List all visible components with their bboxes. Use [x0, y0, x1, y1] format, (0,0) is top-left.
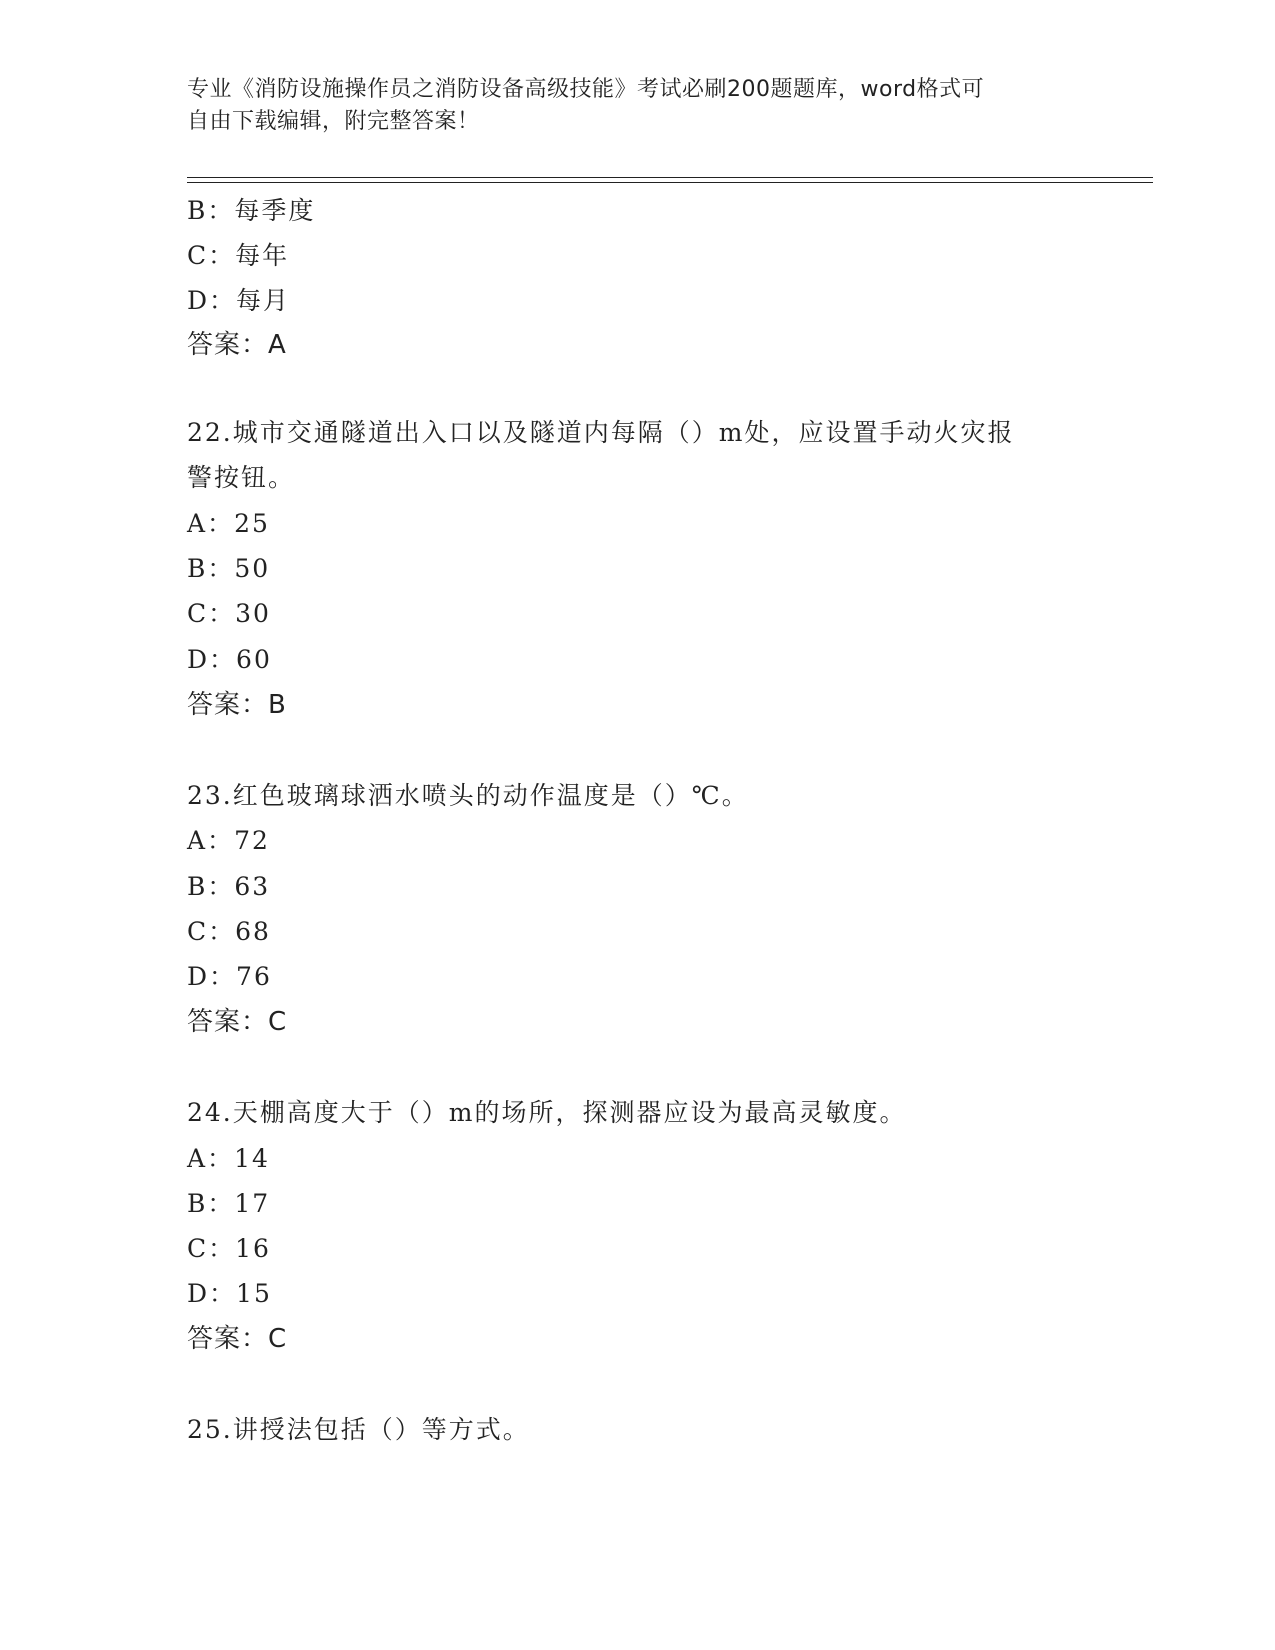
- option-label: D：: [187, 645, 237, 674]
- option-label: D：: [187, 1279, 237, 1308]
- q24-answer: [187, 1324, 287, 1354]
- option-label: B：: [187, 196, 235, 225]
- q23-option-d: [187, 962, 272, 992]
- option-label: A：: [187, 1144, 235, 1173]
- option-text: 76: [236, 962, 272, 991]
- option-label: A：: [187, 826, 235, 855]
- answer-label: 答案：: [187, 1007, 269, 1037]
- answer-value: C: [268, 1007, 288, 1037]
- option-label: C：: [187, 1234, 236, 1263]
- option-text: 每季度: [234, 196, 316, 225]
- option-label: C：: [187, 599, 236, 628]
- q22-answer: [187, 690, 287, 720]
- answer-label: 答案：: [187, 690, 269, 720]
- option-text: 72: [234, 826, 270, 855]
- q22-option-b: [187, 554, 270, 584]
- q24-option-a: [187, 1144, 270, 1174]
- q24-option-c: [187, 1234, 271, 1264]
- option-label: B：: [187, 1189, 235, 1218]
- q23-answer: [187, 1007, 287, 1037]
- q23-stem: 23.红色玻璃球洒水喷头的动作温度是（）℃。: [187, 781, 749, 810]
- q22-stem-line-2: 警按钮。: [187, 463, 296, 492]
- option-text: 16: [235, 1234, 271, 1263]
- q22-option-d: [187, 645, 272, 675]
- option-text: 30: [235, 599, 271, 628]
- answer-label: 答案：: [187, 1324, 269, 1354]
- q24-stem: 24.天棚高度大于（）m的场所，探测器应设为最高灵敏度。: [187, 1098, 907, 1127]
- answer-value: C: [268, 1324, 288, 1354]
- q24-option-d: [187, 1279, 272, 1309]
- option-text: 50: [234, 554, 271, 583]
- option-text: 60: [236, 645, 272, 674]
- answer-value: A: [268, 330, 287, 360]
- option-text: 63: [234, 872, 271, 901]
- q23-option-a: [187, 826, 270, 856]
- option-label: D：: [187, 962, 237, 991]
- option-label: B：: [187, 872, 235, 901]
- option-label: C：: [187, 917, 236, 946]
- q21-option-d: [187, 286, 290, 316]
- q21-answer: [187, 330, 287, 360]
- q22-option-a: [187, 509, 270, 539]
- header-divider-bottom: [187, 182, 1153, 183]
- option-text: 每月: [236, 286, 291, 315]
- answer-value: B: [268, 690, 287, 720]
- option-label: C：: [187, 241, 236, 270]
- option-text: 25: [234, 509, 270, 538]
- q22-option-c: [187, 599, 271, 629]
- q25-stem: 25.讲授法包括（）等方式。: [187, 1415, 530, 1444]
- document-header: [187, 74, 1067, 138]
- q22-stem-line-1: 22.城市交通隧道出入口以及隧道内每隔（）m处，应设置手动火灾报: [187, 418, 1015, 447]
- option-text: 15: [236, 1279, 272, 1308]
- option-text: 17: [234, 1189, 271, 1218]
- option-text: 14: [234, 1144, 270, 1173]
- q24-option-b: [187, 1189, 270, 1219]
- q23-option-b: [187, 872, 270, 902]
- option-text: 68: [235, 917, 271, 946]
- header-divider-top: [187, 177, 1153, 178]
- header-line-2: 自由下载编辑，附完整答案！: [187, 109, 480, 134]
- q21-option-c: [187, 241, 289, 271]
- option-label: B：: [187, 554, 235, 583]
- q23-option-c: [187, 917, 271, 947]
- q21-option-b: [187, 196, 315, 226]
- header-line-1: 专业《消防设施操作员之消防设备高级技能》考试必刷200题题库，word格式可: [187, 77, 985, 102]
- option-label: D：: [187, 286, 237, 315]
- option-text: 每年: [235, 241, 290, 270]
- answer-label: 答案：: [187, 330, 269, 360]
- option-label: A：: [187, 509, 235, 538]
